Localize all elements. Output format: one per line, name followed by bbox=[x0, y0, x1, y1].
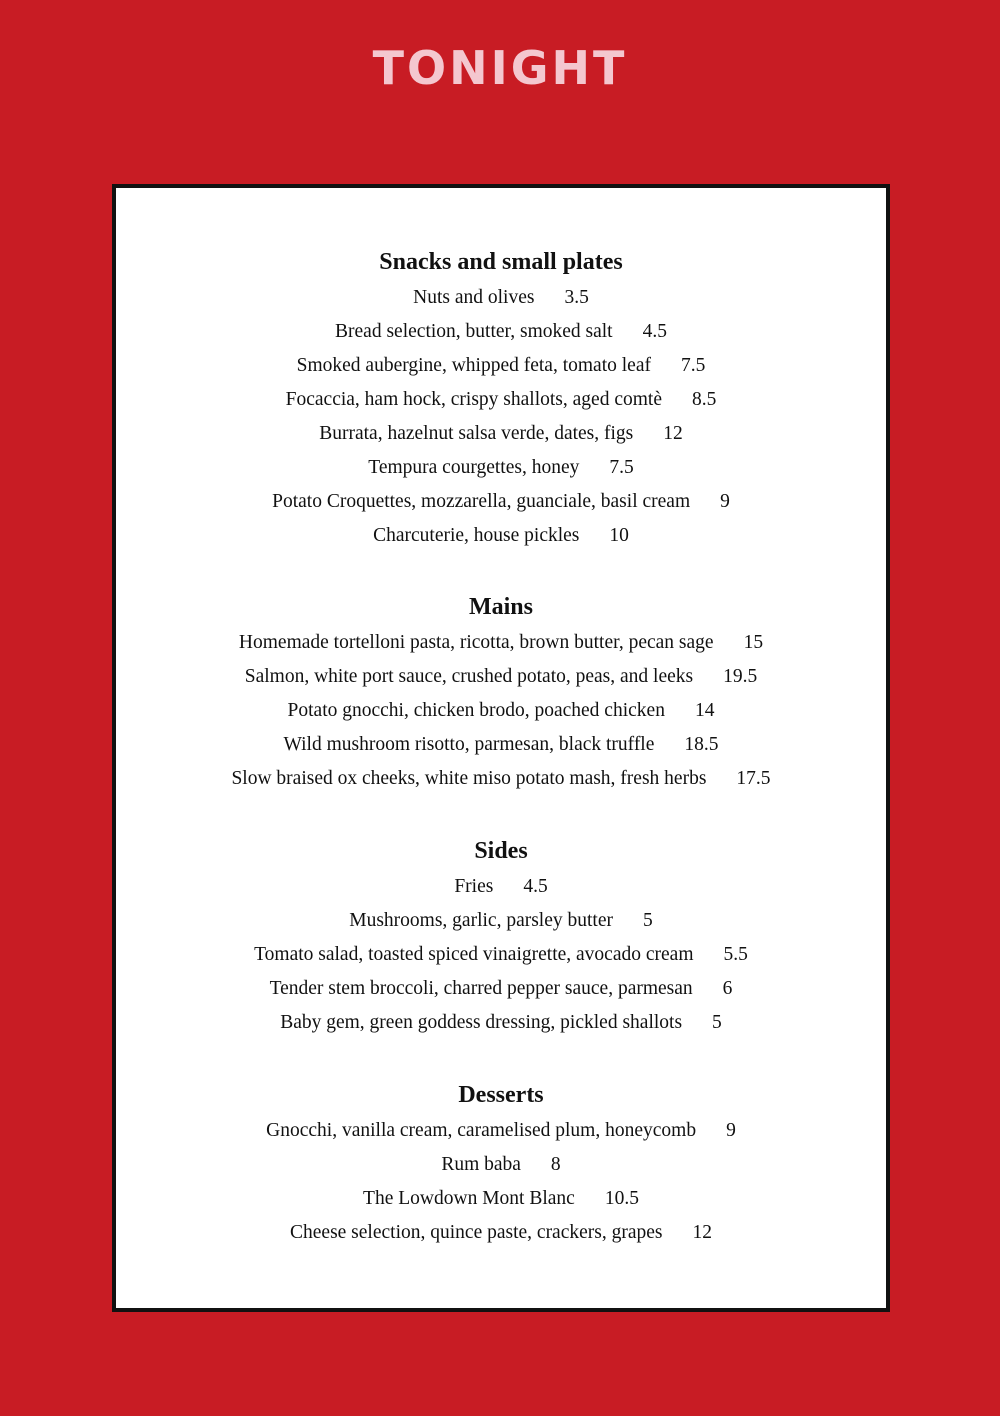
item-name: Homemade tortelloni pasta, ricotta, brown butter, pecan sage bbox=[238, 632, 714, 653]
section-heading: Snacks and small plates bbox=[379, 249, 623, 275]
menu-item bbox=[116, 626, 886, 660]
menu-item bbox=[116, 904, 886, 938]
item-name: Rum baba bbox=[441, 1154, 521, 1175]
item-price: 14 bbox=[694, 700, 715, 721]
item-name: Salmon, white port sauce, crushed potato, peas, and leeks bbox=[244, 666, 694, 687]
item-name: Baby gem, green goddess dressing, pickled shallots bbox=[280, 1012, 683, 1033]
item-name: Gnocchi, vanilla cream, caramelised plum, honeycomb bbox=[266, 1120, 697, 1141]
item-price: 9 bbox=[726, 1120, 736, 1141]
item-price: 15 bbox=[743, 632, 764, 653]
item-price: 17.5 bbox=[736, 768, 771, 789]
menu-item bbox=[116, 451, 886, 485]
item-name: Fries bbox=[454, 876, 494, 897]
item-price: 5 bbox=[712, 1012, 722, 1033]
item-price: 6 bbox=[722, 978, 733, 999]
item-name: Slow braised ox cheeks, white miso potato mash, fresh herbs bbox=[231, 768, 707, 789]
item-name: Bread selection, butter, smoked salt bbox=[335, 321, 613, 342]
menu-item bbox=[116, 1148, 886, 1182]
item-price: 5 bbox=[643, 910, 653, 931]
menu-section-mains bbox=[116, 588, 886, 796]
item-price: 10 bbox=[609, 525, 629, 546]
menu-item bbox=[116, 349, 886, 383]
item-price: 3.5 bbox=[564, 287, 589, 308]
menu-item bbox=[116, 1114, 886, 1148]
item-price: 18.5 bbox=[684, 734, 719, 755]
menu-item bbox=[116, 1216, 886, 1250]
item-name: Mushrooms, garlic, parsley butter bbox=[349, 910, 613, 931]
menu-item bbox=[116, 1182, 886, 1216]
item-name: Tender stem broccoli, charred pepper sauce, parmesan bbox=[269, 978, 693, 999]
item-price: 5.5 bbox=[723, 944, 748, 965]
item-price: 12 bbox=[692, 1222, 712, 1243]
item-name: Tomato salad, toasted spiced vinaigrette, avocado cream bbox=[254, 944, 694, 965]
menu-item bbox=[116, 762, 886, 796]
item-name: Nuts and olives bbox=[413, 287, 535, 308]
menu-item bbox=[116, 315, 886, 349]
item-name: Smoked aubergine, whipped feta, tomato leaf bbox=[296, 355, 651, 376]
menu-item bbox=[116, 972, 886, 1006]
section-heading: Desserts bbox=[458, 1082, 544, 1108]
menu-item bbox=[116, 417, 886, 451]
item-name: Burrata, hazelnut salsa verde, dates, figs bbox=[319, 423, 634, 444]
menu-item bbox=[116, 519, 886, 553]
menu-section-sides bbox=[116, 832, 886, 1040]
menu-item bbox=[116, 1006, 886, 1040]
item-name: Tempura courgettes, honey bbox=[368, 457, 580, 478]
item-name: Cheese selection, quince paste, crackers, grapes bbox=[290, 1222, 663, 1243]
item-price: 8.5 bbox=[691, 389, 717, 410]
menu-item bbox=[116, 660, 886, 694]
menu-section-snacks bbox=[116, 243, 886, 553]
item-price: 7.5 bbox=[680, 355, 706, 376]
item-price: 7.5 bbox=[609, 457, 634, 478]
menu-card bbox=[112, 184, 890, 1312]
item-price: 19.5 bbox=[723, 666, 758, 687]
item-price: 8 bbox=[550, 1154, 561, 1175]
item-price: 9 bbox=[720, 491, 730, 512]
item-name: Potato Croquettes, mozzarella, guanciale, basil cream bbox=[272, 491, 691, 512]
menu-item bbox=[116, 694, 886, 728]
section-heading: Mains bbox=[468, 594, 533, 620]
menu-item bbox=[116, 485, 886, 519]
menu-item bbox=[116, 938, 886, 972]
item-price: 4.5 bbox=[523, 876, 548, 897]
section-heading: Sides bbox=[474, 838, 528, 864]
menu-item bbox=[116, 383, 886, 417]
item-price: 12 bbox=[663, 423, 683, 444]
page-title: TONIGHT bbox=[372, 41, 628, 95]
item-name: Wild mushroom risotto, parmesan, black truffle bbox=[283, 734, 655, 755]
item-name: Focaccia, ham hock, crispy shallots, aged comtè bbox=[285, 389, 662, 410]
item-name: Charcuterie, house pickles bbox=[373, 525, 580, 546]
item-name: The Lowdown Mont Blanc bbox=[363, 1188, 575, 1209]
menu-item bbox=[116, 728, 886, 762]
item-price: 10.5 bbox=[604, 1188, 639, 1209]
item-price: 4.5 bbox=[642, 321, 667, 342]
item-name: Potato gnocchi, chicken brodo, poached chicken bbox=[287, 700, 665, 721]
menu-section-desserts bbox=[116, 1076, 886, 1250]
menu-item bbox=[116, 870, 886, 904]
menu-item bbox=[116, 281, 886, 315]
